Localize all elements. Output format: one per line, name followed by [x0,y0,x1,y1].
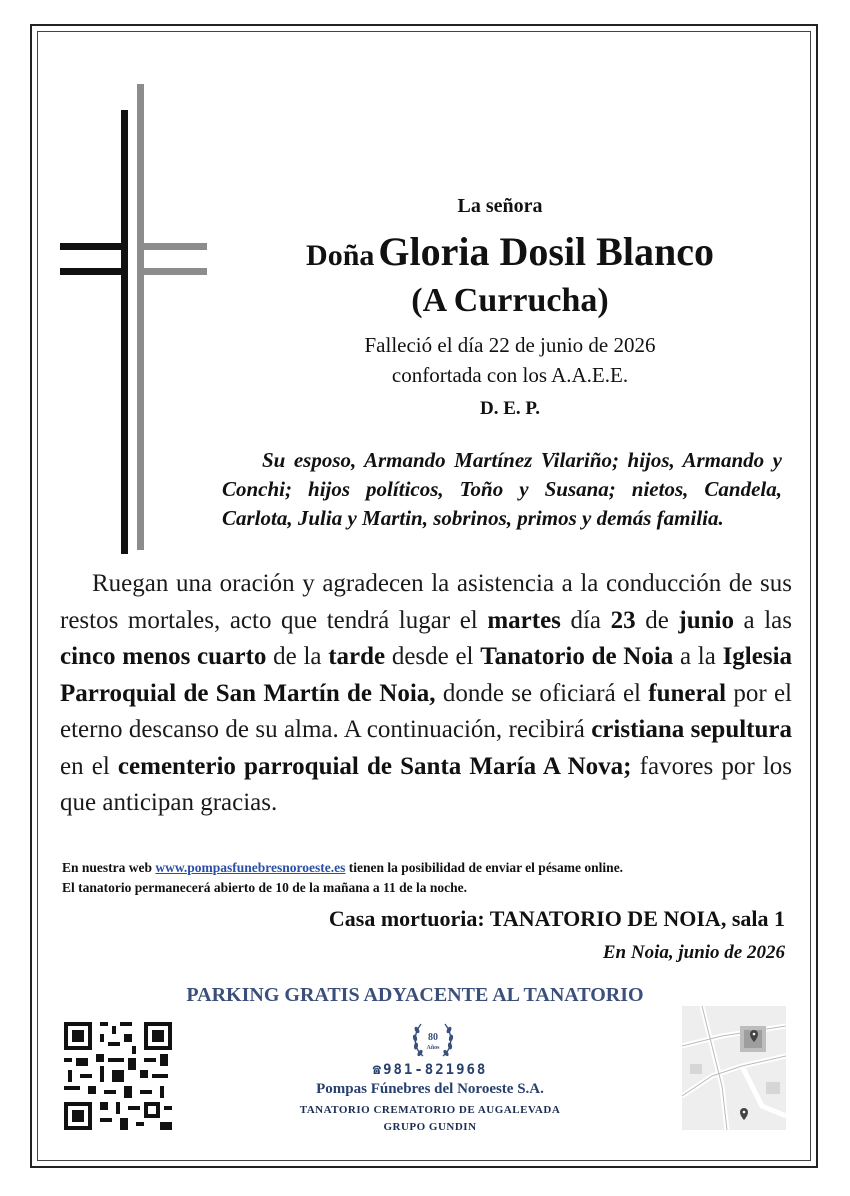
body-emphasis: 23 [610,606,636,634]
opening-hours: El tanatorio permanecerá abierto de 10 de la mañana a 11 de la noche. [62,880,467,895]
body-text: desde el [385,643,481,670]
body-text: donde se oficiará el [435,679,649,707]
body-emphasis: tarde [328,643,386,670]
body-text: favores por los que anticipan gracias. [60,752,792,816]
body-text: día [560,606,611,634]
ceremony-paragraph [60,566,792,822]
sacraments-line: confortada con los A.A.E.E. [391,363,629,387]
body-emphasis: Tanatorio de Noia [480,643,674,670]
rip-line: D. E. P. [479,398,540,419]
funeral-home: Casa mortuoria: TANATORIO DE NOIA, sala 1 [328,906,785,931]
lead-title: La señora [457,195,543,217]
deceased-name [230,228,790,275]
name-prefix: Doña [306,239,375,272]
body-emphasis: cinco menos cuarto [60,643,267,670]
body-text: en el [60,752,118,780]
body-text: de la [266,643,329,670]
family-list: Su esposo, Armando Martínez Vilariño; hijos, Armando y Conchi; hijos políticos, Toño y Susana; nietos, Candela, Carlota, Julia y Martin, sobrinos, primos y demás familia. [222,448,782,530]
body-text: a la [673,643,723,670]
body-emphasis: cristiana sepultura [591,716,793,743]
crematorium-name: TANATORIO CREMATORIO DE AUGALEVADA [299,1104,561,1116]
online-condolence-note [62,858,782,898]
web-note-prefix: En nuestra web [62,860,156,875]
parking-notice: PARKING GRATIS ADYACENTE AL TANATORIO [186,984,644,1006]
badge-word: Años [426,1045,440,1051]
badge-years: 80 [428,1032,438,1043]
nickname: (A Currucha) [411,282,609,319]
body-text: Ruegan una oración y agradecen la asistencia a la conducción de sus restos mortales, acto que tendrá lugar el [60,570,792,634]
body-emphasis: martes [487,606,561,634]
phone-number[interactable] [330,1062,530,1078]
web-note-line [62,858,782,878]
body-emphasis: Iglesia Parroquial de San Martín de Noia, [60,643,793,707]
body-text: a las [733,606,792,634]
qr-code-icon[interactable] [64,1022,172,1130]
web-note-suffix: tienen la posibilidad de enviar el pésame online. [345,860,624,875]
company-name: Pompas Fúnebres del Noroeste S.A. [316,1081,544,1097]
body-emphasis: funeral [648,679,727,707]
body-text: por el eterno descanso de su alma. A continuación, recibirá [60,679,792,743]
laurel-icon [408,1020,458,1062]
website-link[interactable]: www.pompasfunebresnoroeste.es [155,860,346,875]
anniversary-badge [408,1020,458,1062]
body-text: de [635,606,679,634]
place-date: En Noia, junio de 2026 [602,942,785,963]
death-date: Falleció el día 22 de junio de 2026 [364,333,656,357]
phone-text: 981-821968 [383,1062,488,1078]
full-name: Gloria Dosil Blanco [378,229,714,274]
location-map-icon[interactable] [682,1006,786,1130]
cross-icon [58,80,210,560]
group-name: GRUPO GUNDIN [383,1121,477,1133]
death-info [300,330,720,390]
body-emphasis: cementerio parroquial de Santa María A Nova; [117,752,632,780]
phone-icon: ☎ [372,1062,384,1078]
body-emphasis: junio [678,606,734,634]
